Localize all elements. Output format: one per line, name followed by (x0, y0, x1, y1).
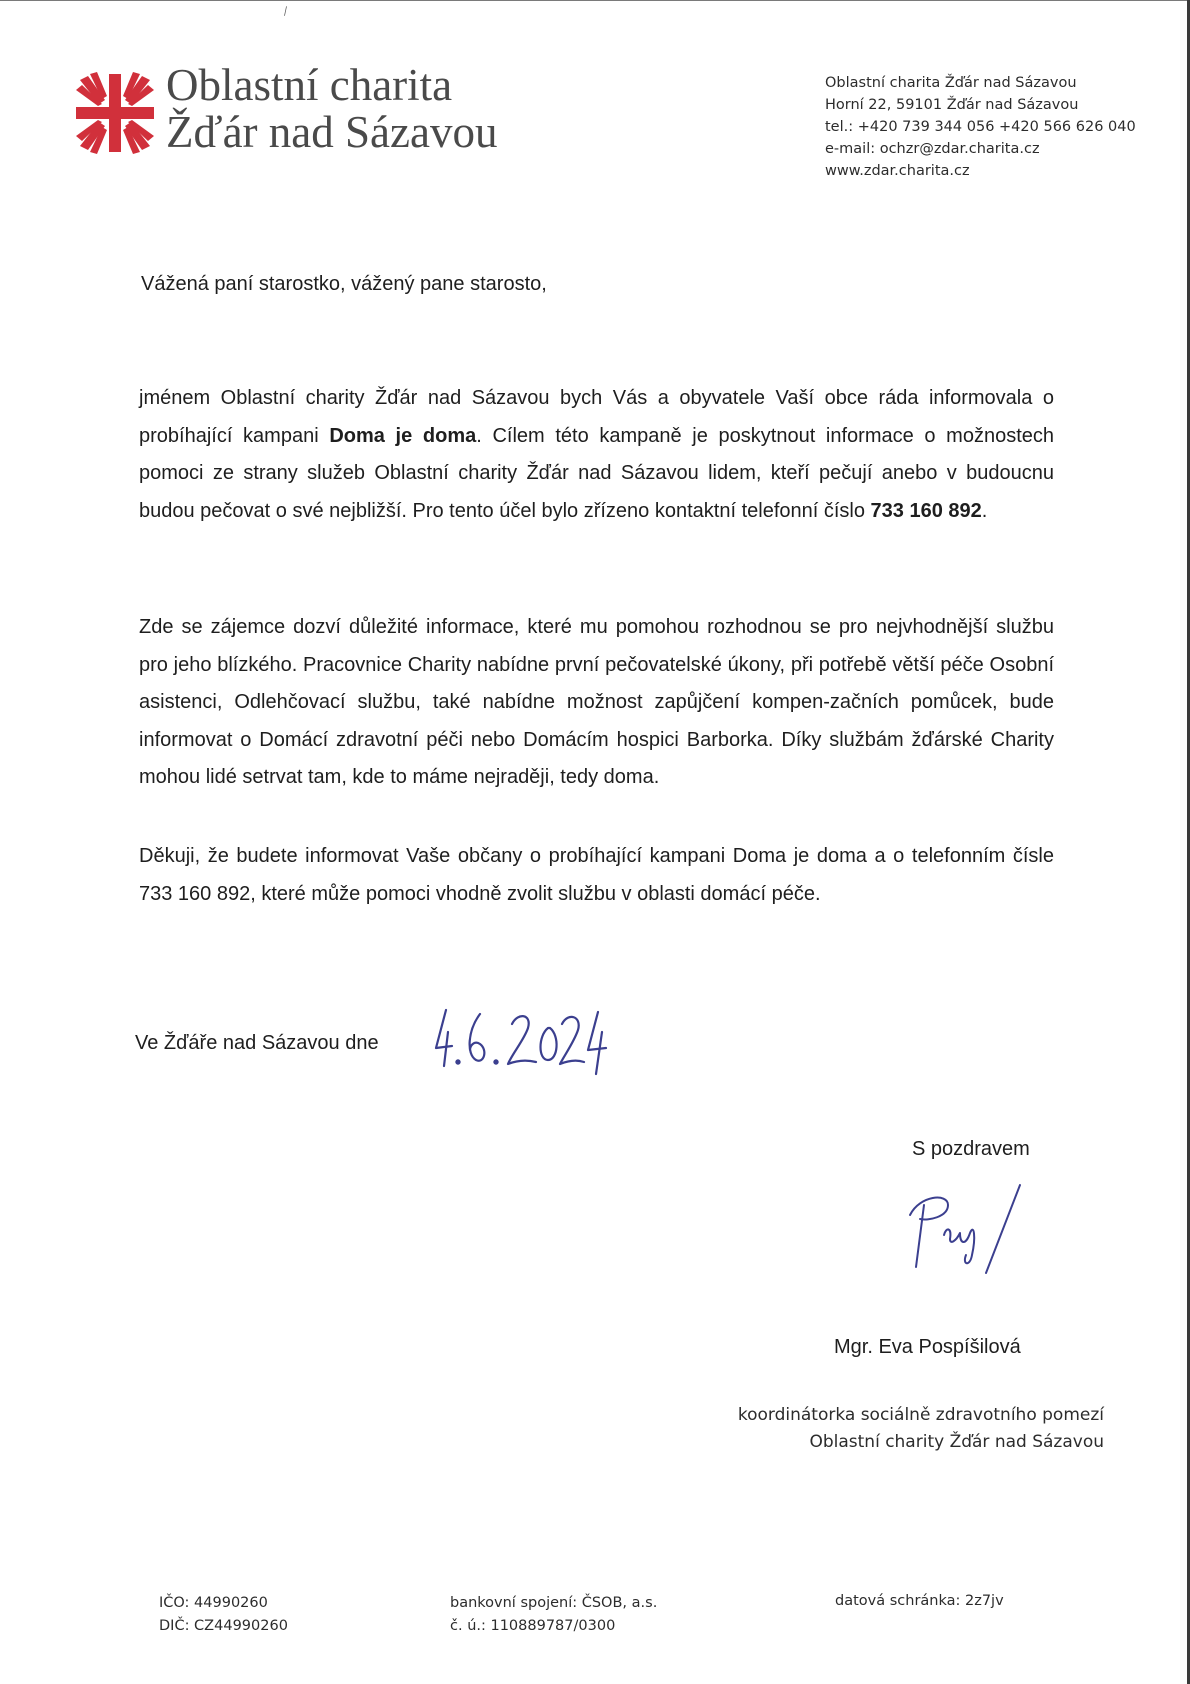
contact-block (825, 72, 1136, 182)
footer-dic: DIČ: CZ44990260 (159, 1618, 288, 1634)
logo-line-2: Žďár nad Sázavou (166, 107, 498, 157)
contact-org: Oblastní charita Žďár nad Sázavou (825, 75, 1077, 91)
campaign-name: Doma je doma (329, 424, 477, 447)
paragraph-1 (139, 380, 1054, 530)
contact-address: Horní 22, 59101 Žďár nad Sázavou (825, 97, 1079, 113)
logo-line-1: Oblastní charita (166, 60, 453, 110)
contact-email: e-mail: ochzr@zdar.charita.cz (825, 141, 1040, 157)
signer-role (700, 1402, 1104, 1456)
handwritten-date (432, 1002, 612, 1082)
signer-role-line-1: koordinátorka sociálně zdravotního pomezí (737, 1405, 1104, 1425)
organization-logo-text (166, 62, 497, 156)
scan-edge-top (0, 0, 1190, 1)
contact-phone-number: 733 160 892 (870, 499, 982, 522)
date-label: Ve Žďáře nad Sázavou dne (135, 1032, 379, 1054)
footer-bank: bankovní spojení: ČSOB, a.s. (450, 1595, 658, 1611)
p1-text-2: . Cílem této kampaně je poskytnout informace o možnostech pomoci ze strany služeb Oblastní charity Žďár nad Sázavou lidem, kteří pečují anebo v budoucnu budou pečovat o své nejbližší. Pro tento účel bylo zřízeno kontaktní telefonní číslo (139, 424, 1055, 522)
contact-web: www.zdar.charita.cz (825, 163, 970, 179)
footer-data-box (835, 1590, 1004, 1613)
paragraph-2: Zde se zájemce dozví důležité informace, které mu pomohou rozhodnou se pro nejvhodnější službu pro jeho blízkého. Pracovnice Charity nabídne první pečovatelské úkony, při potřebě větší péče Osobní asistenci, Odlehčovací službu, také nabídne možnost zapůjčení kompen-začních pomůcek, bude informovat o Domácí zdravotní péči nebo Domácím hospici Barborka. Díky službám žďárské Charity mohou lidé setrvat tam, kde to máme nejraději, tedy doma. (139, 616, 1054, 788)
scan-mark: ⁄ (282, 4, 290, 18)
footer-ico: IČO: 44990260 (159, 1595, 268, 1611)
footer-databox: datová schránka: 2z7jv (835, 1593, 1004, 1609)
p1-text-3: . (981, 499, 988, 522)
contact-phone: tel.: +420 739 344 056 +420 566 626 040 (825, 119, 1136, 135)
footer-company-ids (159, 1592, 288, 1638)
signer-role-line-2: Oblastní charity Žďár nad Sázavou (809, 1432, 1104, 1452)
handwritten-signature (900, 1175, 1080, 1275)
signer-name: Mgr. Eva Pospíšilová (834, 1336, 1021, 1358)
salutation: Vážená paní starostko, vážený pane starosto, (141, 273, 547, 295)
closing-greeting: S pozdravem (912, 1138, 1030, 1160)
footer-bank-details (450, 1592, 657, 1638)
footer-account: č. ú.: 110889787/0300 (450, 1618, 616, 1634)
paragraph-3: Děkuji, že budete informovat Vaše občany o probíhající kampani Doma je doma a o telefonním čísle 733 160 892, které může pomoci vhodně zvolit službu v oblasti domácí péče. (139, 845, 1054, 905)
p1-text-1: jménem Oblastní charity Žďár nad Sázavou bych Vás a obyvatele Vaší obce ráda informovala o probíhající kampani (139, 387, 1054, 447)
caritas-cross-icon (72, 70, 158, 156)
